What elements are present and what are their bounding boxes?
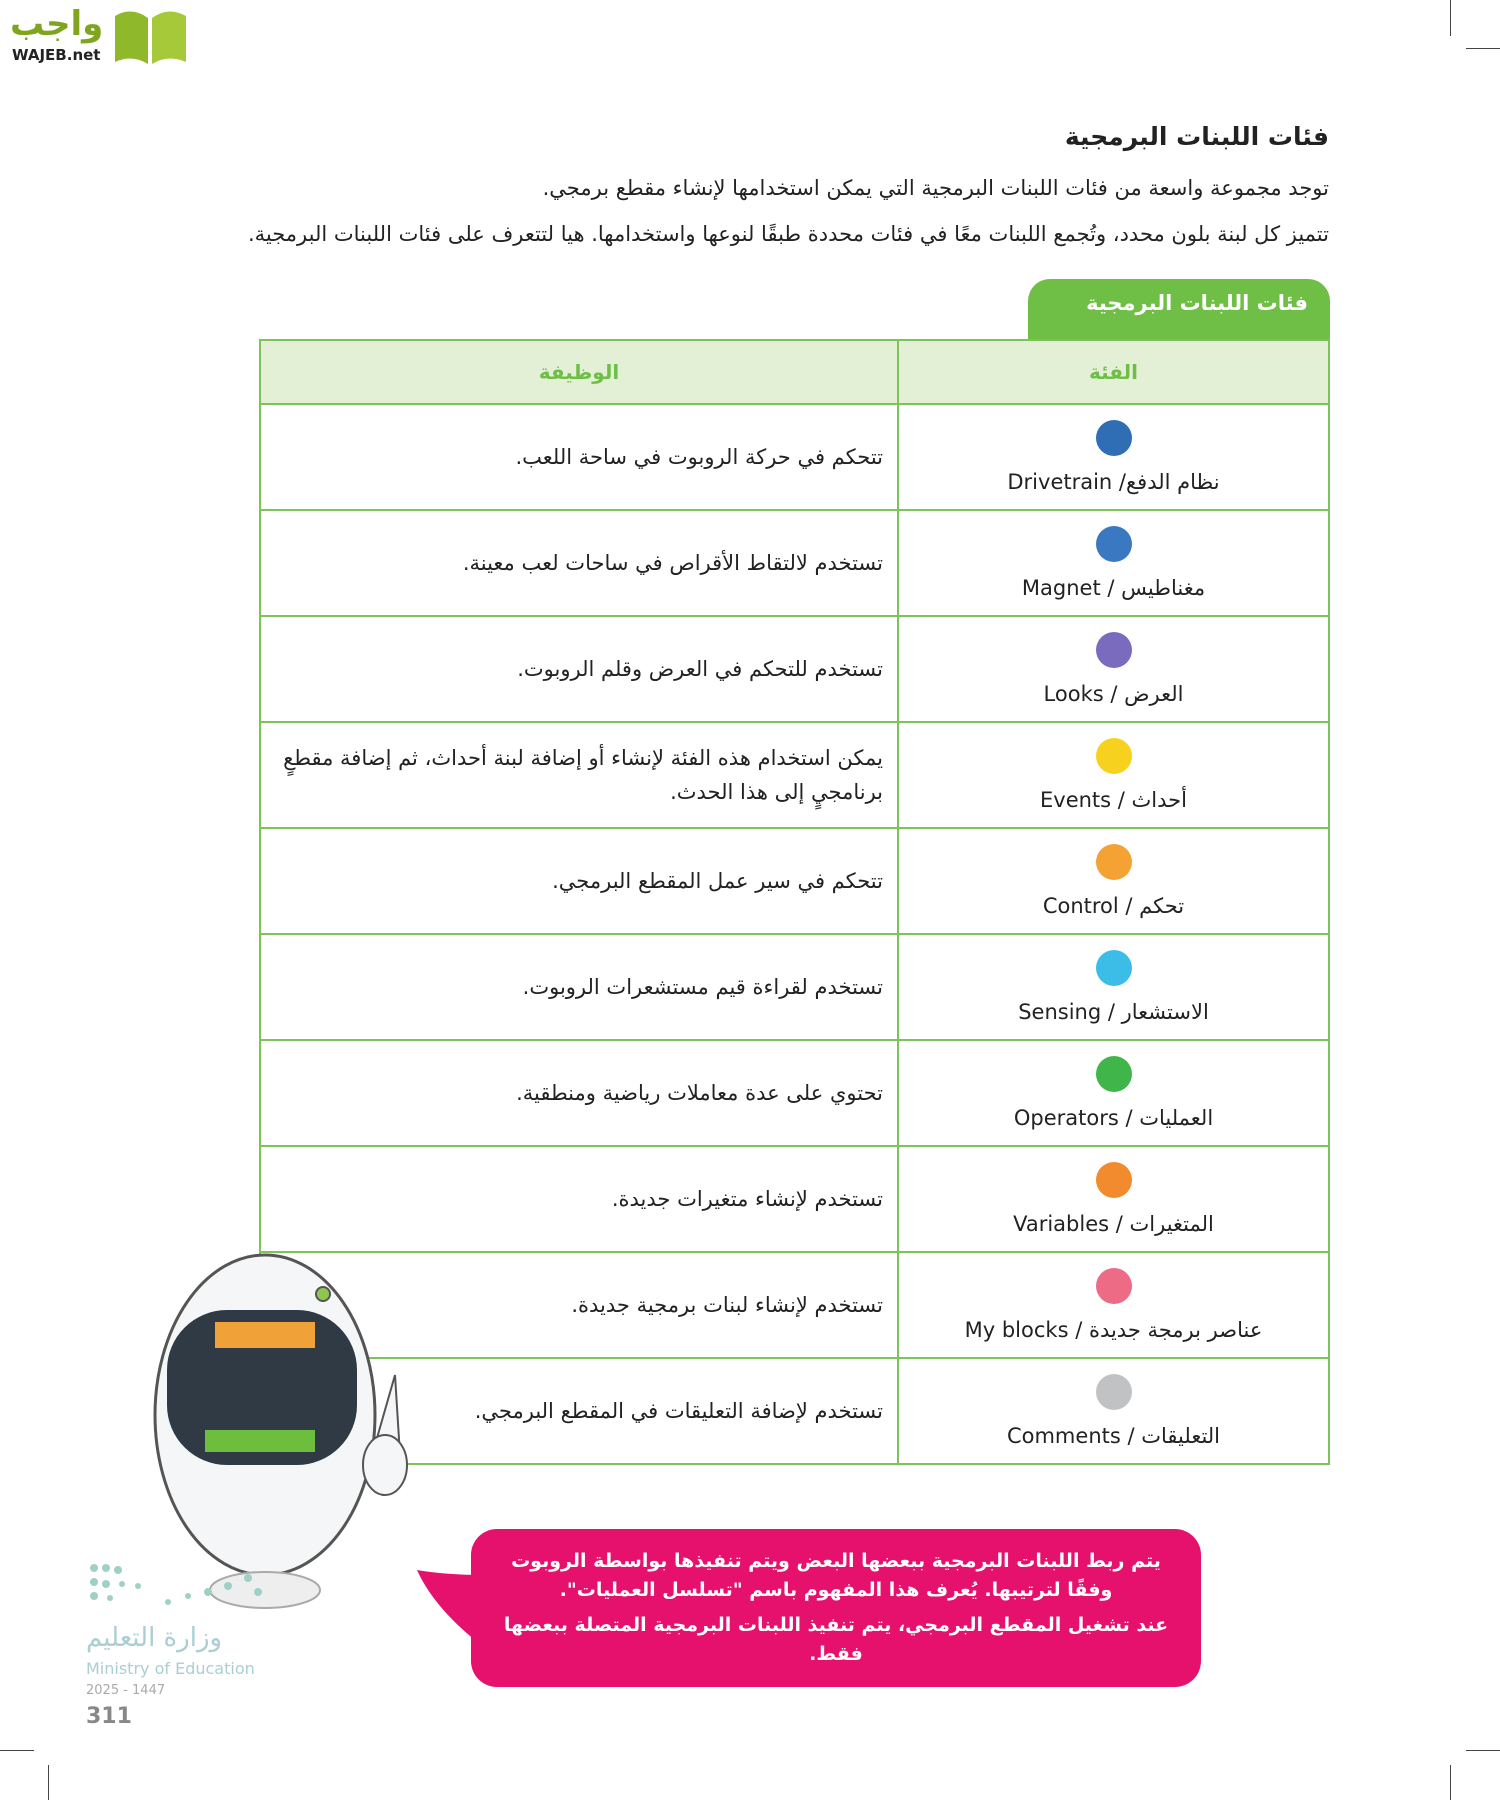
- ministry-logo-icon: [88, 1562, 268, 1618]
- category-color-dot: [1096, 950, 1132, 986]
- category-cell: [898, 1040, 1329, 1146]
- category-label: تحكم / Control: [1042, 894, 1185, 918]
- ministry-name-ar: وزارة التعليم: [86, 1623, 223, 1653]
- category-label: العرض / Looks: [1043, 682, 1184, 706]
- section-title: فئات اللبنات البرمجية: [1064, 122, 1329, 151]
- table-row: [260, 1146, 1329, 1252]
- table-tab-label: فئات اللبنات البرمجية: [1028, 279, 1330, 343]
- logo-arabic: واجب: [10, 4, 104, 44]
- function-cell: تستخدم لإنشاء لبنات برمجية جديدة.: [260, 1252, 898, 1358]
- category-color-dot: [1096, 738, 1132, 774]
- function-cell: تستخدم لإنشاء متغيرات جديدة.: [260, 1146, 898, 1252]
- category-cell: [898, 934, 1329, 1040]
- table-row: [260, 1040, 1329, 1146]
- table-row: [260, 510, 1329, 616]
- callout-line-2: عند تشغيل المقطع البرمجي، يتم تنفيذ اللبنات البرمجية المتصلة ببعضها فقط.: [503, 1614, 1169, 1665]
- function-cell: تستخدم للتحكم في العرض وقلم الروبوت.: [260, 616, 898, 722]
- category-label: العمليات / Operators: [1013, 1106, 1214, 1130]
- category-color-dot: [1096, 1056, 1132, 1092]
- category-label: الاستشعار / Sensing: [1018, 1000, 1209, 1024]
- logo-latin: WAJEB.net: [12, 46, 101, 64]
- function-cell: تستخدم لإضافة التعليقات في المقطع البرمجي.: [260, 1358, 898, 1464]
- function-cell: تتحكم في حركة الروبوت في ساحة اللعب.: [260, 404, 898, 510]
- table-header-row: [260, 340, 1329, 404]
- function-cell: تحتوي على عدة معاملات رياضية ومنطقية.: [260, 1040, 898, 1146]
- callout-box: [471, 1529, 1201, 1687]
- category-color-dot: [1096, 1374, 1132, 1410]
- table-row: [260, 722, 1329, 828]
- category-cell: [898, 510, 1329, 616]
- category-cell: [898, 828, 1329, 934]
- intro-paragraph-2: تتميز كل لبنة بلون محدد، وتُجمع اللبنات معًا في فئات محددة طبقًا لنوعها واستخدامها. هيا لتتعرف على فئات اللبنات البرمجية.: [247, 222, 1329, 246]
- category-color-dot: [1096, 420, 1132, 456]
- category-cell: [898, 1146, 1329, 1252]
- category-label: نظام الدفع/ Drivetrain: [1007, 470, 1220, 494]
- category-color-dot: [1096, 632, 1132, 668]
- category-color-dot: [1096, 526, 1132, 562]
- book-icon: [110, 4, 190, 68]
- wajeb-logo: [10, 4, 190, 70]
- table-row: [260, 404, 1329, 510]
- header-function: الوظيفة: [260, 340, 898, 404]
- header-category: الفئة: [898, 340, 1329, 404]
- category-cell: [898, 1358, 1329, 1464]
- category-label: عناصر برمجة جديدة / My blocks: [964, 1318, 1263, 1342]
- function-cell: يمكن استخدام هذه الفئة لإنشاء أو إضافة لبنة أحداث، ثم إضافة مقطعٍ برنامجيٍ إلى هذا الحدث.: [260, 722, 898, 828]
- function-cell: تتحكم في سير عمل المقطع البرمجي.: [260, 828, 898, 934]
- year-label: 2025 - 1447: [86, 1683, 166, 1698]
- category-label: المتغيرات / Variables: [1013, 1212, 1214, 1236]
- category-color-dot: [1096, 844, 1132, 880]
- category-cell: [898, 404, 1329, 510]
- function-cell: تستخدم لقراءة قيم مستشعرات الروبوت.: [260, 934, 898, 1040]
- intro-paragraph-1: توجد مجموعة واسعة من فئات اللبنات البرمجية التي يمكن استخدامها لإنشاء مقطع برمجي.: [542, 176, 1329, 200]
- ministry-name-en: Ministry of Education: [86, 1659, 255, 1678]
- category-cell: [898, 1252, 1329, 1358]
- category-label: التعليقات / Comments: [1006, 1424, 1221, 1448]
- function-cell: تستخدم لالتقاط الأقراص في ساحات لعب معينة.: [260, 510, 898, 616]
- category-cell: [898, 722, 1329, 828]
- table-row: [260, 828, 1329, 934]
- category-color-dot: [1096, 1162, 1132, 1198]
- category-color-dot: [1096, 1268, 1132, 1304]
- table-row: [260, 616, 1329, 722]
- category-label: أحداث / Events: [1040, 788, 1187, 812]
- table-row: [260, 934, 1329, 1040]
- page-number: 311: [86, 1704, 132, 1729]
- category-label: مغناطيس / Magnet: [1021, 576, 1206, 600]
- category-cell: [898, 616, 1329, 722]
- callout-line-1: يتم ربط اللبنات البرمجية ببعضها البعض ويتم تنفيذها بواسطة الروبوت وفقًا لترتيبها. يُعرف هذا المفهوم باسم "تسلسل العمليات".: [511, 1550, 1161, 1601]
